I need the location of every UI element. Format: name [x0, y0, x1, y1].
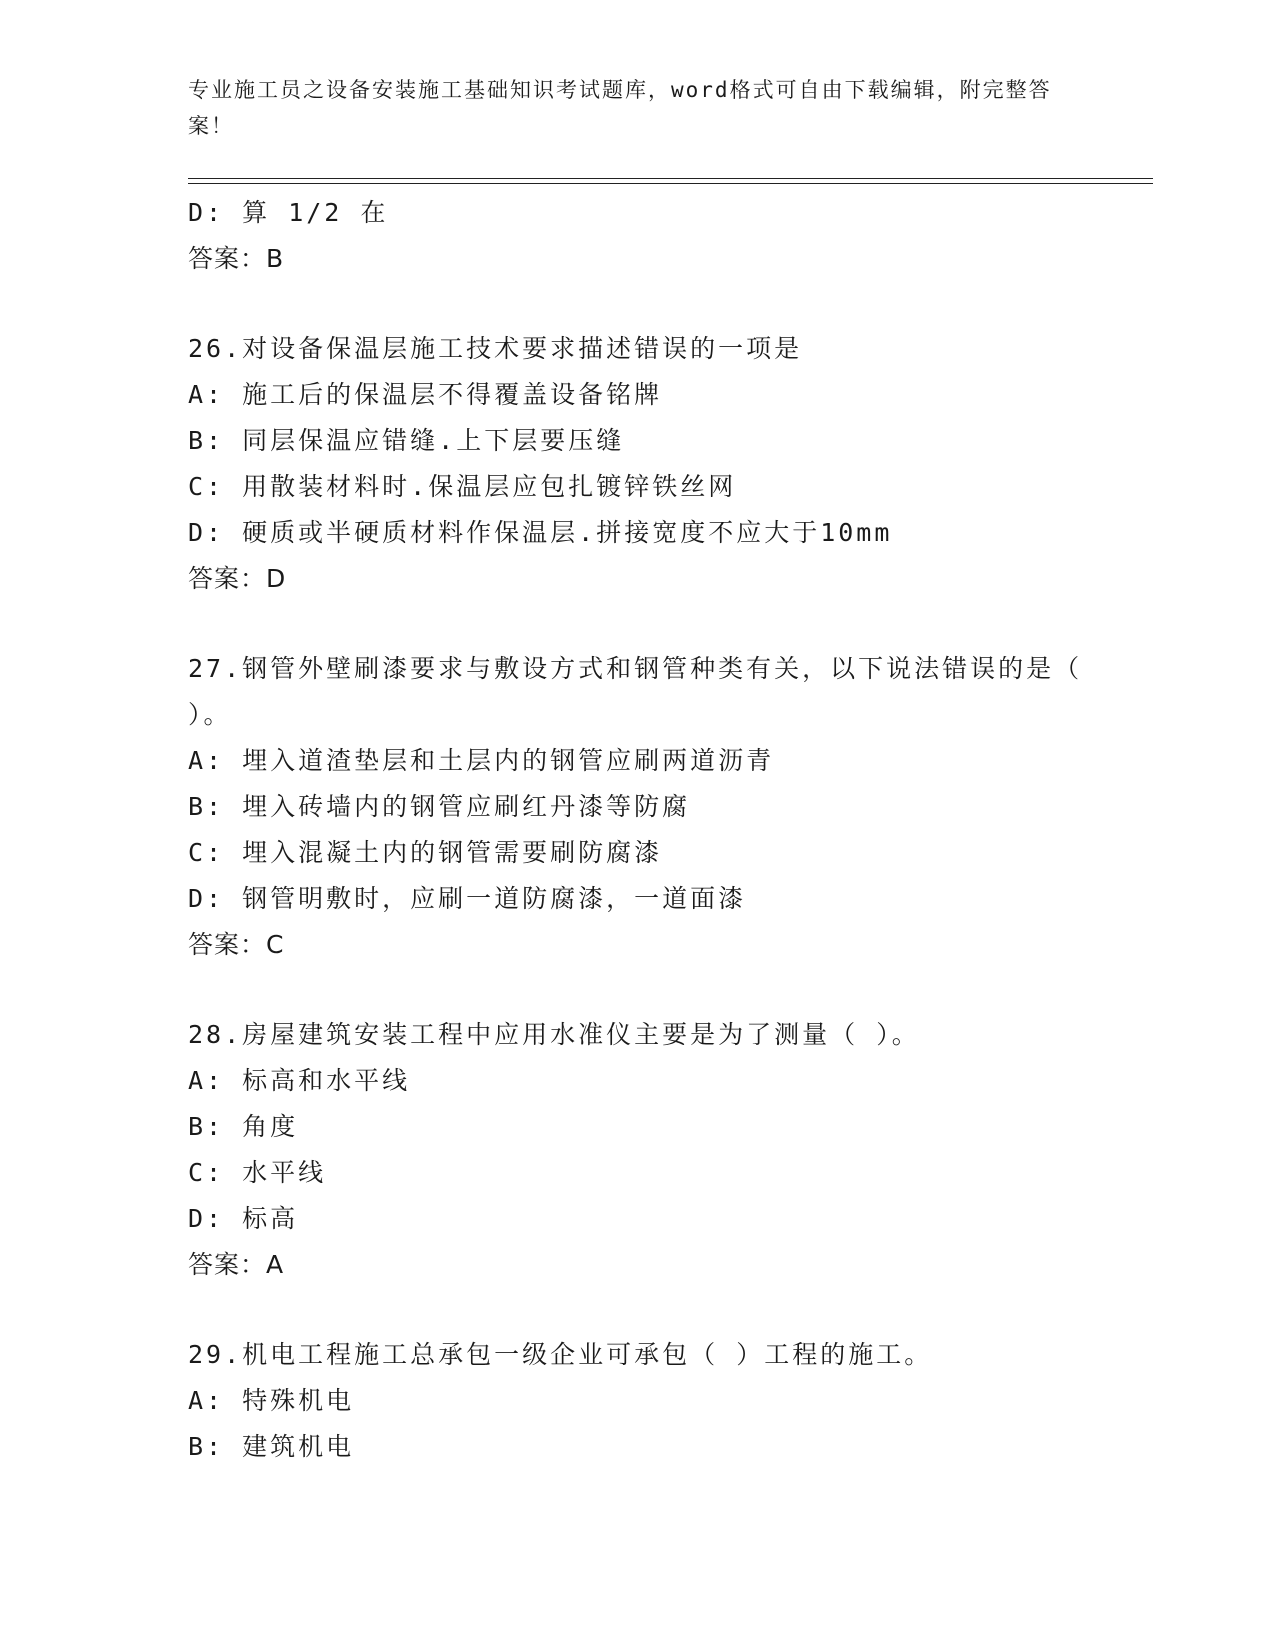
answer-line: 答案：C: [188, 930, 285, 959]
option-b: B: 同层保温应错缝.上下层要压缝: [188, 426, 625, 455]
question-list: [188, 190, 1088, 1470]
option-d: D: 硬质或半硬质材料作保温层.拼接宽度不应大于10mm: [188, 518, 893, 547]
question-29: [188, 1332, 1088, 1470]
option-a: A: 特殊机电: [188, 1386, 355, 1415]
answer-line: 答案：B: [188, 244, 285, 273]
option-b: B: 角度: [188, 1112, 299, 1141]
option-c: C: 埋入混凝土内的钢管需要刷防腐漆: [188, 838, 663, 867]
question-stem: 26.对设备保温层施工技术要求描述错误的一项是: [188, 334, 803, 363]
question-stem: 28.房屋建筑安装工程中应用水准仪主要是为了测量（ ）。: [188, 1020, 920, 1049]
question-27: [188, 646, 1088, 968]
option-b: B: 埋入砖墙内的钢管应刷红丹漆等防腐: [188, 792, 691, 821]
answer-line: 答案：A: [188, 1250, 285, 1279]
option-d: D: 算 1/2 在: [188, 198, 389, 227]
document-header: 专业施工员之设备安装施工基础知识考试题库，word格式可自由下载编辑，附完整答案！: [188, 78, 1052, 138]
question-26: [188, 326, 1088, 602]
header-divider-bottom: [188, 183, 1153, 184]
question-28: [188, 1012, 1088, 1288]
option-c: C: 水平线: [188, 1158, 327, 1187]
option-a: A: 埋入道渣垫层和土层内的钢管应刷两道沥青: [188, 746, 775, 775]
carryover-question: [188, 190, 1088, 282]
question-stem: 29.机电工程施工总承包一级企业可承包（ ）工程的施工。: [188, 1340, 933, 1369]
option-d: D: 钢管明敷时，应刷一道防腐漆，一道面漆: [188, 884, 747, 913]
question-stem: 27.钢管外壁刷漆要求与敷设方式和钢管种类有关，以下说法错误的是（ ）。: [188, 654, 1083, 729]
option-c: C: 用散装材料时.保温层应包扎镀锌铁丝网: [188, 472, 737, 501]
option-b: B: 建筑机电: [188, 1432, 355, 1461]
option-d: D: 标高: [188, 1204, 299, 1233]
option-a: A: 标高和水平线: [188, 1066, 411, 1095]
header-divider-top: [188, 178, 1153, 179]
answer-line: 答案：D: [188, 564, 287, 593]
option-a: A: 施工后的保温层不得覆盖设备铭牌: [188, 380, 663, 409]
